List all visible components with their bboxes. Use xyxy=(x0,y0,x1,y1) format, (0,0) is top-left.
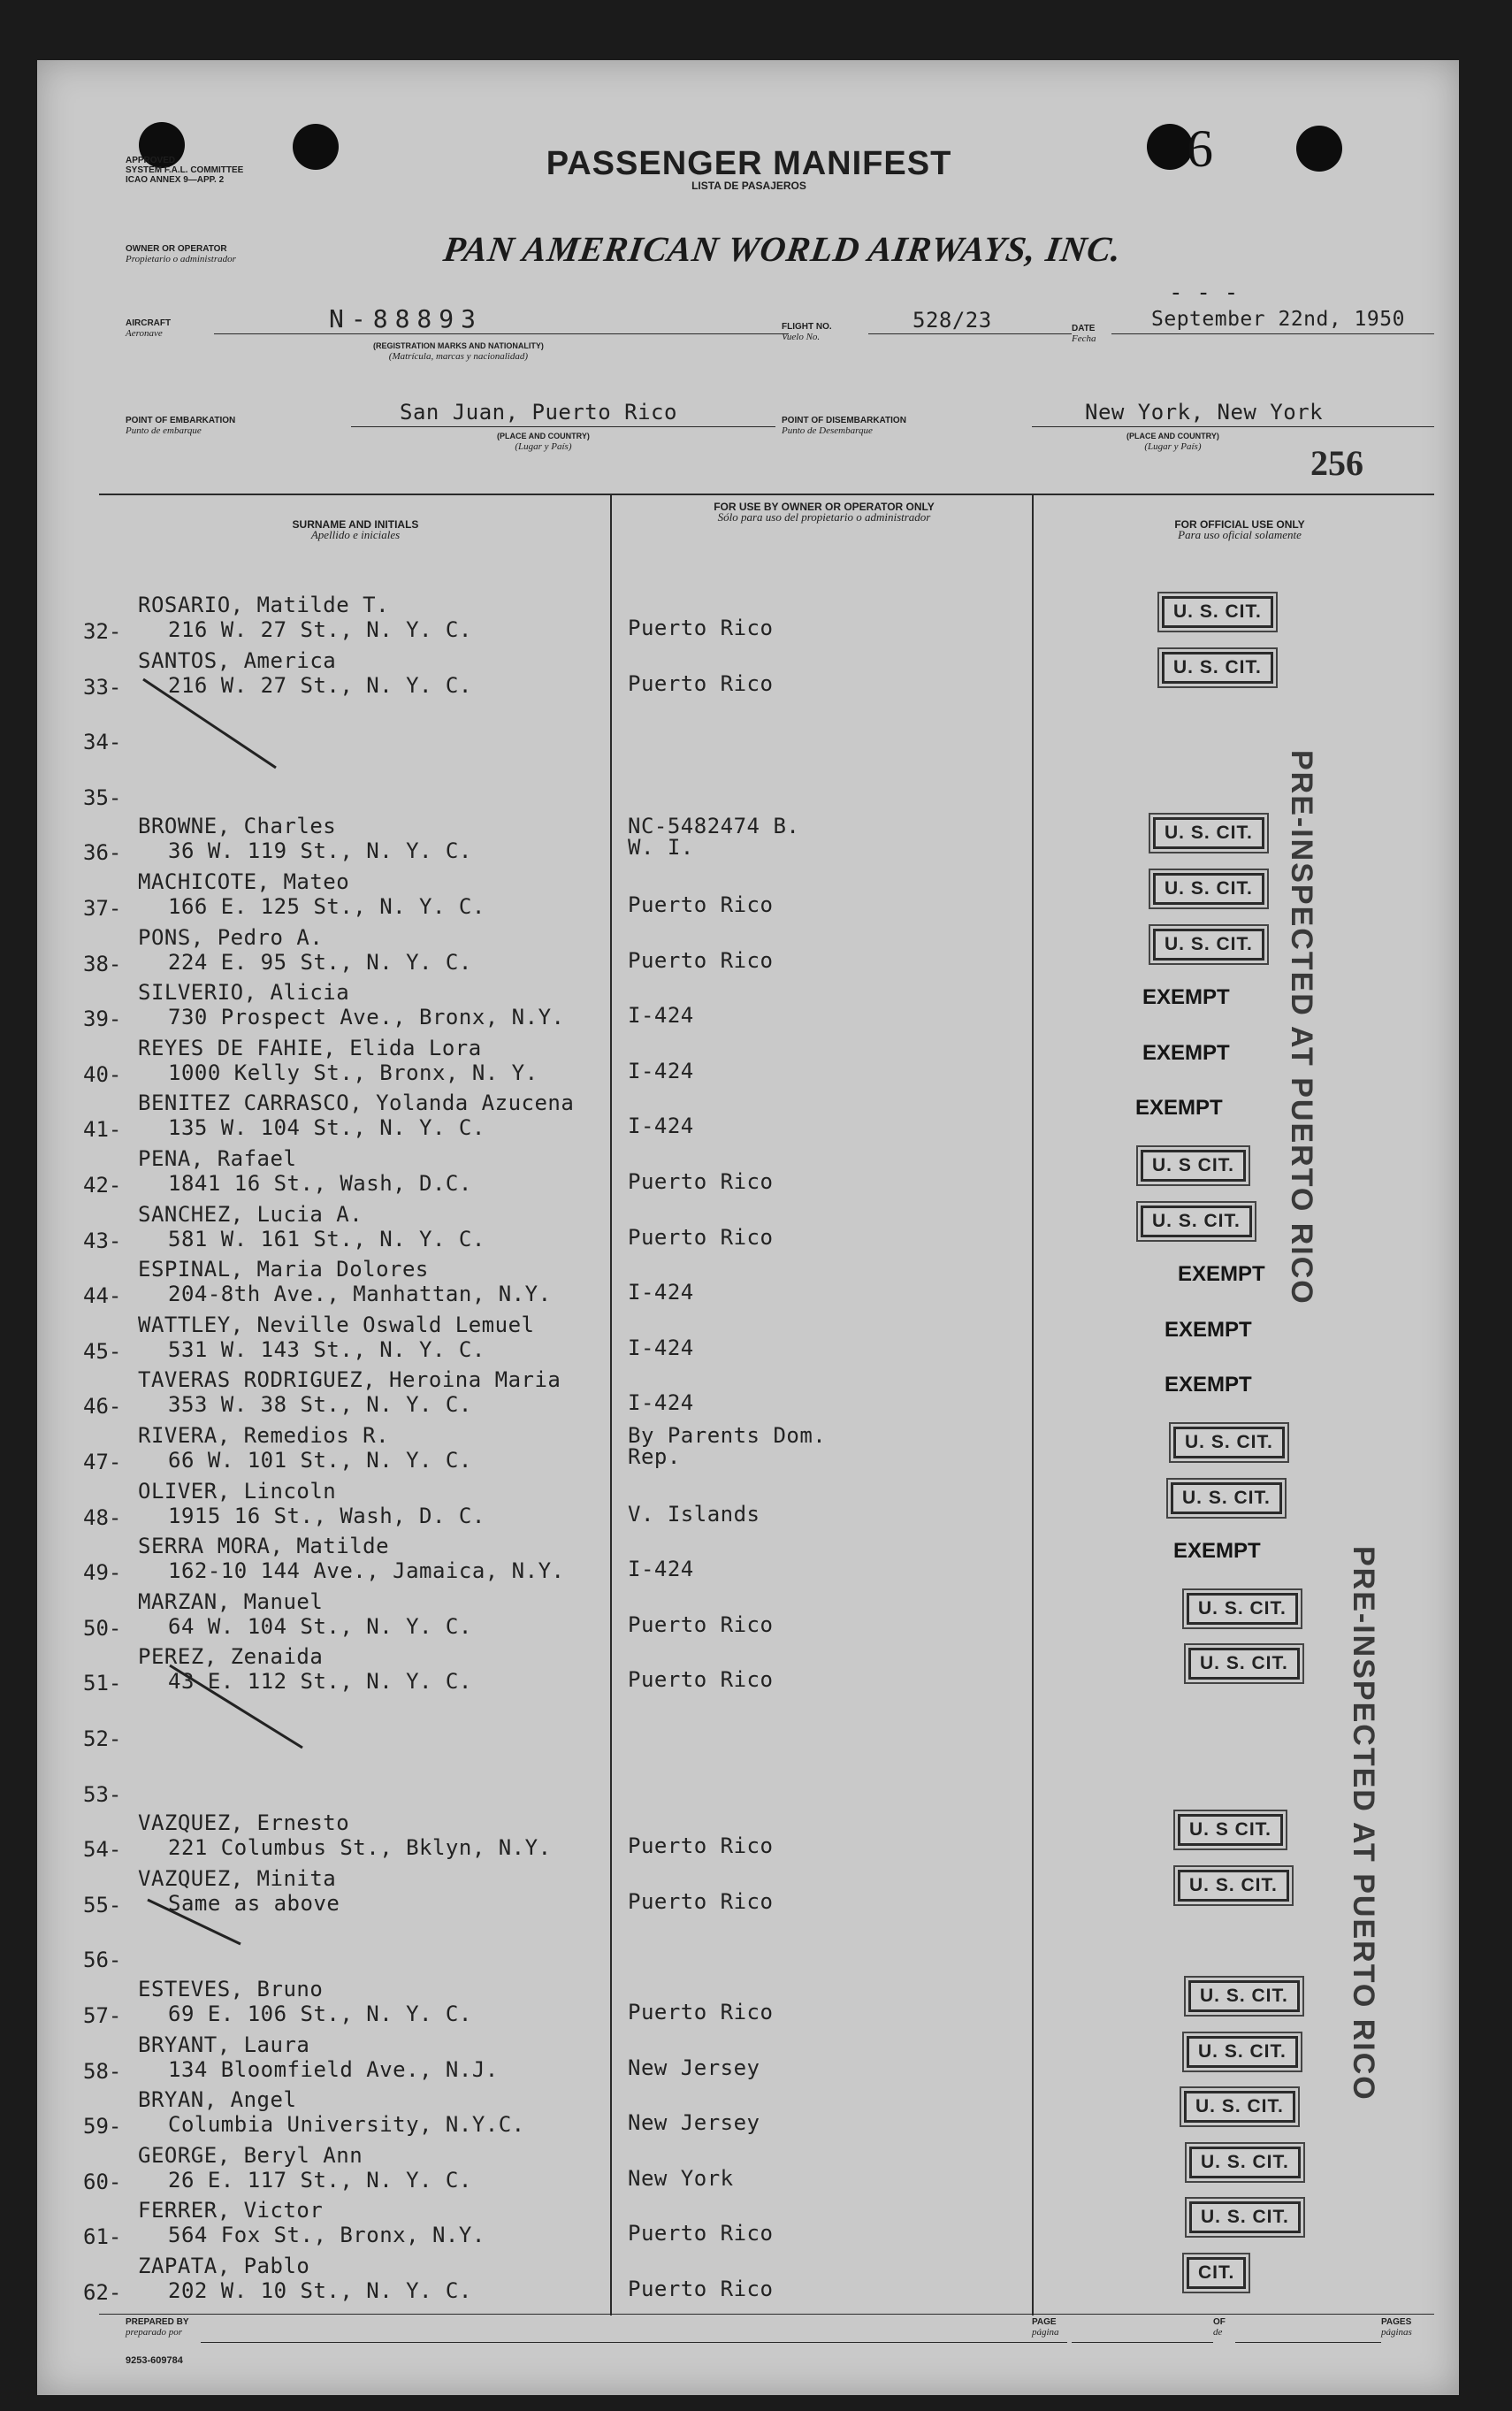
page-mark: 6 xyxy=(1187,119,1213,178)
us-cit-stamp: U. S. CIT. xyxy=(1188,1648,1300,1680)
row-number: 54- xyxy=(83,1837,122,1862)
row-number: 47- xyxy=(83,1450,122,1474)
owner-note: Puerto Rico xyxy=(628,1889,774,1914)
passenger-address: 64 W. 104 St., N. Y. C. xyxy=(168,1614,472,1639)
row-number: 57- xyxy=(83,2003,122,2028)
owner-note: Puerto Rico xyxy=(628,616,774,640)
owner-note: I-424 xyxy=(628,1390,694,1415)
passenger-address: 224 E. 95 St., N. Y. C. xyxy=(168,950,472,975)
row-number: 51- xyxy=(83,1671,122,1695)
of-label xyxy=(1213,2317,1226,2338)
underline xyxy=(1072,2342,1213,2343)
col-header-official-es: Para uso oficial solamente xyxy=(1178,528,1302,541)
passenger-name: ESPINAL, Maria Dolores xyxy=(138,1257,429,1282)
date-value: September 22nd, 1950 xyxy=(1151,308,1405,331)
row-number: 35- xyxy=(83,785,122,810)
disembarkation-caption-en: (PLACE AND COUNTRY) xyxy=(1126,432,1219,440)
row-number: 48- xyxy=(83,1505,122,1530)
us-cit-stamp: U. S. CIT. xyxy=(1153,873,1264,905)
approval-line: APPROVED xyxy=(126,156,176,165)
owner-note: Puerto Rico xyxy=(628,1667,774,1692)
strike-overlay xyxy=(37,60,1459,2395)
strike-line xyxy=(143,679,276,768)
aircraft-label-es: Aeronave xyxy=(126,328,163,339)
pages-label-en: PAGES xyxy=(1381,2317,1412,2327)
disembarkation-caption-es: (Lugar y País) xyxy=(1144,441,1202,452)
owner-note: Puerto Rico xyxy=(628,892,774,917)
exempt-mark: EXEMPT xyxy=(1178,1262,1265,1286)
passenger-name: WATTLEY, Neville Oswald Lemuel xyxy=(138,1313,535,1337)
disembarkation-label-en: POINT OF DISEMBARKATION xyxy=(782,416,906,425)
passenger-address: Same as above xyxy=(168,1891,340,1916)
passenger-name: PENA, Rafael xyxy=(138,1146,297,1171)
prepared-by-es: preparado por xyxy=(126,2327,183,2338)
owner-note: V. Islands xyxy=(628,1502,760,1527)
row-number: 49- xyxy=(83,1560,122,1585)
us-cit-stamp: U. S. CIT. xyxy=(1162,596,1273,628)
passenger-address: 202 W. 10 St., N. Y. C. xyxy=(168,2278,472,2303)
passenger-name: VAZQUEZ, Ernesto xyxy=(138,1810,350,1835)
us-cit-stamp: U. S. CIT. xyxy=(1162,652,1273,684)
row-number: 43- xyxy=(83,1228,122,1253)
passenger-address: 134 Bloomfield Ave., N.J. xyxy=(168,2057,499,2082)
owner-note: Puerto Rico xyxy=(628,2221,774,2246)
exempt-mark: EXEMPT xyxy=(1165,1318,1252,1342)
operator-label-en: OWNER OR OPERATOR xyxy=(126,244,227,254)
passenger-address: 66 W. 101 St., N. Y. C. xyxy=(168,1448,472,1473)
pages-label-es: páginas xyxy=(1381,2327,1412,2338)
us-cit-stamp: U. S. CIT. xyxy=(1178,1870,1289,1902)
embarkation-caption-es: (Lugar y País) xyxy=(515,441,572,452)
owner-note: New Jersey xyxy=(628,2055,760,2080)
row-number: 59- xyxy=(83,2114,122,2139)
owner-note: Puerto Rico xyxy=(628,2000,774,2024)
col-header-official-en: FOR OFFICIAL USE ONLY xyxy=(1174,518,1305,531)
row-number: 39- xyxy=(83,1006,122,1031)
passenger-name: ESTEVES, Bruno xyxy=(138,1977,324,2002)
passenger-name: GEORGE, Beryl Ann xyxy=(138,2143,363,2168)
us-cit-stamp: U. S. CIT. xyxy=(1171,1482,1282,1514)
col-header-name-en: SURNAME AND INITIALS xyxy=(292,518,419,531)
passenger-address: 166 E. 125 St., N. Y. C. xyxy=(168,894,485,919)
us-cit-stamp: U. S. CIT. xyxy=(1187,1593,1298,1625)
embarkation-label-es: Punto de embarque xyxy=(126,425,202,436)
passenger-address: 730 Prospect Ave., Bronx, N.Y. xyxy=(168,1005,565,1029)
embarkation-value: San Juan, Puerto Rico xyxy=(400,400,677,425)
row-number: 40- xyxy=(83,1062,122,1087)
row-number: 42- xyxy=(83,1173,122,1198)
flight-label-es: Vuelo No. xyxy=(782,332,821,342)
owner-note: I-424 xyxy=(628,1557,694,1581)
passenger-address: 135 W. 104 St., N. Y. C. xyxy=(168,1115,485,1140)
page-title: PASSENGER MANIFEST xyxy=(546,145,952,182)
owner-note: New Jersey xyxy=(628,2110,760,2135)
form-number: 9253-609784 xyxy=(126,2355,183,2366)
col-header-owner-es: Sólo para uso del propietario o administrador xyxy=(717,510,931,524)
approval-line: ICAO ANNEX 9—APP. 2 xyxy=(126,175,225,185)
flight-value: 528/23 xyxy=(913,308,992,333)
preinspected-stamp: PRE-INSPECTED AT PUERTO RICO xyxy=(1285,750,1318,1305)
row-number: 60- xyxy=(83,2170,122,2194)
date-label-es: Fecha xyxy=(1072,333,1096,344)
passenger-name: ROSARIO, Matilde T. xyxy=(138,593,390,617)
approval-line: SYSTEM F.A.L. COMMITTEE xyxy=(126,165,244,175)
passenger-name: VAZQUEZ, Minita xyxy=(138,1866,337,1891)
us-cit-stamp: U. S CIT. xyxy=(1141,1150,1246,1182)
exempt-mark: EXEMPT xyxy=(1142,1041,1230,1065)
passenger-name: SERRA MORA, Matilde xyxy=(138,1534,390,1558)
us-cit-stamp: U. S. CIT. xyxy=(1187,2036,1298,2068)
owner-note: Puerto Rico xyxy=(628,2277,774,2301)
operator-label-es: Propietario o administrador xyxy=(126,254,236,264)
passenger-name: ZAPATA, Pablo xyxy=(138,2254,310,2278)
aircraft-value: N-88893 xyxy=(329,304,484,333)
us-cit-stamp: U. S CIT. xyxy=(1178,1814,1283,1846)
exempt-mark: EXEMPT xyxy=(1173,1539,1261,1563)
disembarkation-label-es: Punto de Desembarque xyxy=(782,425,873,436)
row-number: 44- xyxy=(83,1283,122,1308)
owner-note: I-424 xyxy=(628,1280,694,1305)
row-number: 56- xyxy=(83,1948,122,1972)
row-number: 33- xyxy=(83,675,122,700)
dash-mark: - - - xyxy=(1169,279,1239,306)
of-label-es: de xyxy=(1213,2327,1223,2338)
row-number: 58- xyxy=(83,2059,122,2084)
passenger-name: MACHICOTE, Mateo xyxy=(138,869,350,894)
us-cit-stamp: U. S. CIT. xyxy=(1189,2201,1301,2233)
passenger-address: 216 W. 27 St., N. Y. C. xyxy=(168,673,472,698)
aircraft-caption-en: (REGISTRATION MARKS AND NATIONALITY) xyxy=(373,341,544,350)
row-number: 36- xyxy=(83,840,122,865)
row-number: 45- xyxy=(83,1339,122,1364)
passenger-address: 353 W. 38 St., N. Y. C. xyxy=(168,1392,472,1417)
underline xyxy=(201,2342,1067,2343)
owner-note: NC-5482474 B. W. I. xyxy=(628,814,800,860)
owner-note: Puerto Rico xyxy=(628,1169,774,1194)
owner-note: I-424 xyxy=(628,1003,694,1028)
passenger-address: 564 Fox St., Bronx, N.Y. xyxy=(168,2223,485,2247)
passenger-name: SANTOS, America xyxy=(138,648,337,673)
owner-note: By Parents Dom. Rep. xyxy=(628,1423,827,1469)
passenger-name: REYES DE FAHIE, Elida Lora xyxy=(138,1036,482,1060)
footer-rule xyxy=(99,2314,1434,2315)
us-cit-stamp: U. S. CIT. xyxy=(1153,817,1264,849)
owner-note: Puerto Rico xyxy=(628,1612,774,1637)
row-number: 34- xyxy=(83,730,122,754)
owner-note: Puerto Rico xyxy=(628,1225,774,1250)
passenger-name: FERRER, Victor xyxy=(138,2198,324,2223)
us-cit-stamp: U. S. CIT. xyxy=(1173,1427,1285,1458)
page-label-es: página xyxy=(1032,2327,1059,2338)
us-cit-stamp: CIT. xyxy=(1187,2257,1246,2289)
col-header-name-es: Apellido e iniciales xyxy=(310,528,401,541)
page-label-en: PAGE xyxy=(1032,2317,1057,2327)
page-subtitle: LISTA DE PASAJEROS xyxy=(691,180,806,192)
us-cit-stamp: U. S. CIT. xyxy=(1188,1980,1300,2012)
passenger-address: 43 E. 112 St., N. Y. C. xyxy=(168,1669,472,1694)
aircraft-label-en: AIRCRAFT xyxy=(126,318,172,328)
passenger-address: 69 E. 106 St., N. Y. C. xyxy=(168,2002,472,2026)
passenger-address: 1915 16 St., Wash, D. C. xyxy=(168,1504,485,1528)
row-number: 53- xyxy=(83,1782,122,1807)
col-header-owner-en: FOR USE BY OWNER OR OPERATOR ONLY xyxy=(714,501,935,513)
passenger-address: 1841 16 St., Wash, D.C. xyxy=(168,1171,472,1196)
row-number: 37- xyxy=(83,896,122,921)
passenger-name: TAVERAS RODRIGUEZ, Heroina Maria xyxy=(138,1367,561,1392)
operator-value: PAN AMERICAN WORLD AIRWAYS, INC. xyxy=(440,229,1125,269)
exempt-mark: EXEMPT xyxy=(1165,1373,1252,1397)
us-cit-stamp: U. S. CIT. xyxy=(1189,2147,1301,2178)
prepared-by-en: PREPARED BY xyxy=(126,2317,189,2327)
exempt-mark: EXEMPT xyxy=(1142,985,1230,1009)
passenger-name: SANCHEZ, Lucia A. xyxy=(138,1202,363,1227)
passenger-address: 221 Columbus St., Bklyn, N.Y. xyxy=(168,1835,552,1860)
passenger-address: 204-8th Ave., Manhattan, N.Y. xyxy=(168,1282,552,1306)
passenger-address: 1000 Kelly St., Bronx, N. Y. xyxy=(168,1060,538,1085)
exempt-mark: EXEMPT xyxy=(1135,1096,1223,1120)
owner-note: Puerto Rico xyxy=(628,1833,774,1858)
passenger-address: 36 W. 119 St., N. Y. C. xyxy=(168,838,472,863)
owner-note: I-424 xyxy=(628,1059,694,1083)
prepared-by-label xyxy=(126,2317,189,2338)
owner-note: Puerto Rico xyxy=(628,948,774,973)
underline xyxy=(1235,2342,1381,2343)
pages-label xyxy=(1381,2317,1412,2338)
owner-note: I-424 xyxy=(628,1336,694,1360)
owner-note: New York xyxy=(628,2166,734,2191)
strike-line xyxy=(148,1900,241,1944)
sheet-number: 256 xyxy=(1310,443,1363,483)
row-number: 46- xyxy=(83,1394,122,1419)
passenger-name: BRYAN, Angel xyxy=(138,2087,297,2112)
passenger-name: BRYANT, Laura xyxy=(138,2032,310,2057)
page-label xyxy=(1032,2317,1059,2338)
manifest-sheet xyxy=(37,60,1459,2395)
passenger-address: 531 W. 143 St., N. Y. C. xyxy=(168,1337,485,1362)
passenger-address: Columbia University, N.Y.C. xyxy=(168,2112,525,2137)
us-cit-stamp: U. S. CIT. xyxy=(1153,929,1264,961)
row-number: 41- xyxy=(83,1117,122,1142)
owner-note: Puerto Rico xyxy=(628,671,774,696)
embarkation-label-en: POINT OF EMBARKATION xyxy=(126,416,236,425)
passenger-name: RIVERA, Remedios R. xyxy=(138,1423,390,1448)
passenger-address: 162-10 144 Ave., Jamaica, N.Y. xyxy=(168,1558,565,1583)
row-number: 50- xyxy=(83,1616,122,1641)
passenger-address: 581 W. 161 St., N. Y. C. xyxy=(168,1227,485,1251)
passenger-name: MARZAN, Manuel xyxy=(138,1589,324,1614)
passenger-name: SILVERIO, Alicia xyxy=(138,980,350,1005)
of-label-en: OF xyxy=(1213,2317,1226,2327)
passenger-address: 216 W. 27 St., N. Y. C. xyxy=(168,617,472,642)
passenger-address: 26 E. 117 St., N. Y. C. xyxy=(168,2168,472,2193)
date-label-en: DATE xyxy=(1072,324,1096,333)
aircraft-caption-es: (Matrícula, marcas y nacionalidad) xyxy=(388,351,529,362)
row-number: 62- xyxy=(83,2280,122,2305)
passenger-name: BENITEZ CARRASCO, Yolanda Azucena xyxy=(138,1091,575,1115)
row-number: 61- xyxy=(83,2224,122,2249)
owner-note: I-424 xyxy=(628,1114,694,1138)
us-cit-stamp: U. S. CIT. xyxy=(1184,2091,1295,2123)
passenger-name: BROWNE, Charles xyxy=(138,814,337,838)
row-number: 52- xyxy=(83,1726,122,1751)
embarkation-caption-en: (PLACE AND COUNTRY) xyxy=(497,432,590,440)
row-number: 38- xyxy=(83,952,122,976)
strike-line xyxy=(170,1665,302,1748)
us-cit-stamp: U. S. CIT. xyxy=(1141,1206,1252,1237)
flight-label-en: FLIGHT NO. xyxy=(782,322,832,332)
passenger-name: OLIVER, Lincoln xyxy=(138,1479,337,1504)
passenger-name: PEREZ, Zenaida xyxy=(138,1644,324,1669)
row-number: 32- xyxy=(83,619,122,644)
row-number: 55- xyxy=(83,1893,122,1917)
preinspected-stamp: PRE-INSPECTED AT PUERTO RICO xyxy=(1347,1546,1380,2101)
passenger-name: PONS, Pedro A. xyxy=(138,925,324,950)
disembarkation-value: New York, New York xyxy=(1085,400,1324,425)
